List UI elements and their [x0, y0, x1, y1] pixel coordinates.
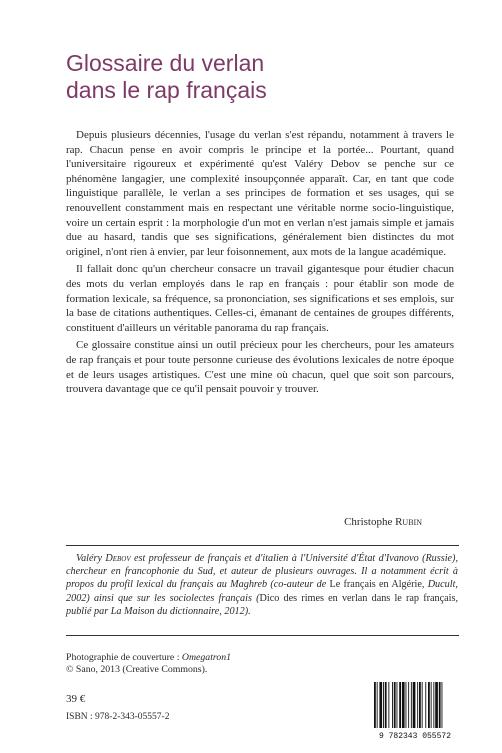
- barcode-bar: [374, 682, 376, 728]
- author-bio: [66, 552, 458, 618]
- bio-text-a: est professeur de français et d'italien à l'Université d'État d'Ivanovo (Russie), chercheur en francophonie du Sud, et auteur de plusieurs ouvrages. Il a notamment écrit à propos du profil lexical du français au Maghreb (co-auteur de: [66, 553, 458, 591]
- signature-first-name: Christophe: [344, 516, 396, 528]
- barcode-bar: [397, 682, 398, 728]
- barcode-bar: [422, 682, 423, 728]
- blurb-signature: [344, 516, 422, 528]
- barcode-bar: [383, 682, 384, 728]
- bio-text-c: , publié par La Maison du dictionnaire, 2012).: [66, 592, 459, 617]
- photo-credit: [66, 652, 366, 677]
- barcode-bar: [406, 682, 407, 728]
- barcode-bar: [433, 682, 434, 728]
- bio-text-b: , Ducult, 2002) ainsi que sur les sociolectes français (: [66, 579, 458, 604]
- barcode-bar: [377, 682, 378, 728]
- blurb-paragraph-2: Il fallait donc qu'un chercheur consacre un travail gigantesque pour étudier chacun des mots du verlan employés dans le rap en français : pour établir son mode de formation lexicale, sa fréquence, sa prononciation, ses significations et ses emplois, sur la base de citations authentiques. Celles-ci, émanant de centaines de groupes différents, constituent d'ailleurs un véritable panorama du rap français.: [66, 263, 454, 334]
- barcode-bars: [374, 682, 442, 728]
- divider-bottom: [66, 635, 459, 636]
- barcode-bar: [408, 682, 409, 728]
- price: 39 €: [66, 693, 86, 705]
- barcode: [370, 680, 460, 740]
- divider-top: [66, 545, 459, 546]
- barcode-bar: [439, 682, 441, 728]
- barcode-bar: [399, 682, 401, 728]
- barcode-bar: [413, 682, 416, 728]
- signature-last-name: Rubin: [395, 516, 422, 528]
- barcode-bar: [431, 682, 432, 728]
- barcode-bar: [411, 682, 412, 728]
- blurb-paragraph-3: Ce glossaire constitue ainsi un outil précieux pour les chercheurs, pour les amateurs de rap français et pour toute personne curieuse des évolutions lexicales de notre époque et de leurs usages artistiques. C'est une mine où chacun, quel que soit son parcours, trouvera davantage que ce qu'il pensait pouvoir y trouver.: [66, 339, 454, 396]
- barcode-bar: [435, 682, 438, 728]
- bio-book-1: Le français en Algérie: [329, 579, 422, 591]
- barcode-number: 9 782343 055572: [378, 732, 452, 740]
- book-title: [66, 50, 446, 104]
- author-last-name: Debov: [105, 553, 131, 564]
- barcode-bar: [442, 682, 443, 728]
- barcode-bar: [417, 682, 418, 728]
- blurb-paragraph-1: Depuis plusieurs décennies, l'usage du verlan s'est répandu, notamment à travers le rap. Chacun pense en avoir compris le principe et la portée... Pourtant, quand l'universitaire rigoureux et expérimenté qu'est Valéry Debov se penche sur ce phénomène langagier, une complexité insoupçonnée apparaît. Car, en tant que code linguistique parallèle, le verlan a ses principes de formation et ses usages, qui se renouvellent constamment mais en respectant une véritable norme socio-linguistique, voire un certain esprit : la morphologie d'un mot en verlan n'est jamais simple et jamais due au hasard, tandis que ses significations, généralement bien distinctes du mot originel, n'ont rien à envier, par leur foisonnement, aux mots de la langue académique.: [66, 129, 454, 258]
- barcode-bar: [402, 682, 405, 728]
- isbn: ISBN : 978-2-343-05557-2: [66, 712, 170, 722]
- barcode-bar: [428, 682, 430, 728]
- copyright-line: © Sano, 2013 (Creative Commons).: [66, 664, 208, 676]
- photo-credit-author: Omegatron1: [181, 652, 232, 663]
- photo-credit-label: Photographie de couverture :: [66, 652, 182, 663]
- barcode-bar: [394, 682, 396, 728]
- title-line-1: Glossaire du verlan: [66, 50, 265, 76]
- bio-book-2: Dico des rimes en verlan dans le rap français: [259, 592, 456, 604]
- barcode-bar: [385, 682, 387, 728]
- barcode-bar: [419, 682, 421, 728]
- title-line-2: dans le rap français: [66, 77, 267, 103]
- barcode-bar: [388, 682, 389, 728]
- barcode-bar: [392, 682, 393, 728]
- blurb: [66, 128, 454, 397]
- author-first-name: Valéry: [76, 553, 106, 564]
- barcode-bar: [425, 682, 426, 728]
- barcode-bar: [379, 682, 382, 728]
